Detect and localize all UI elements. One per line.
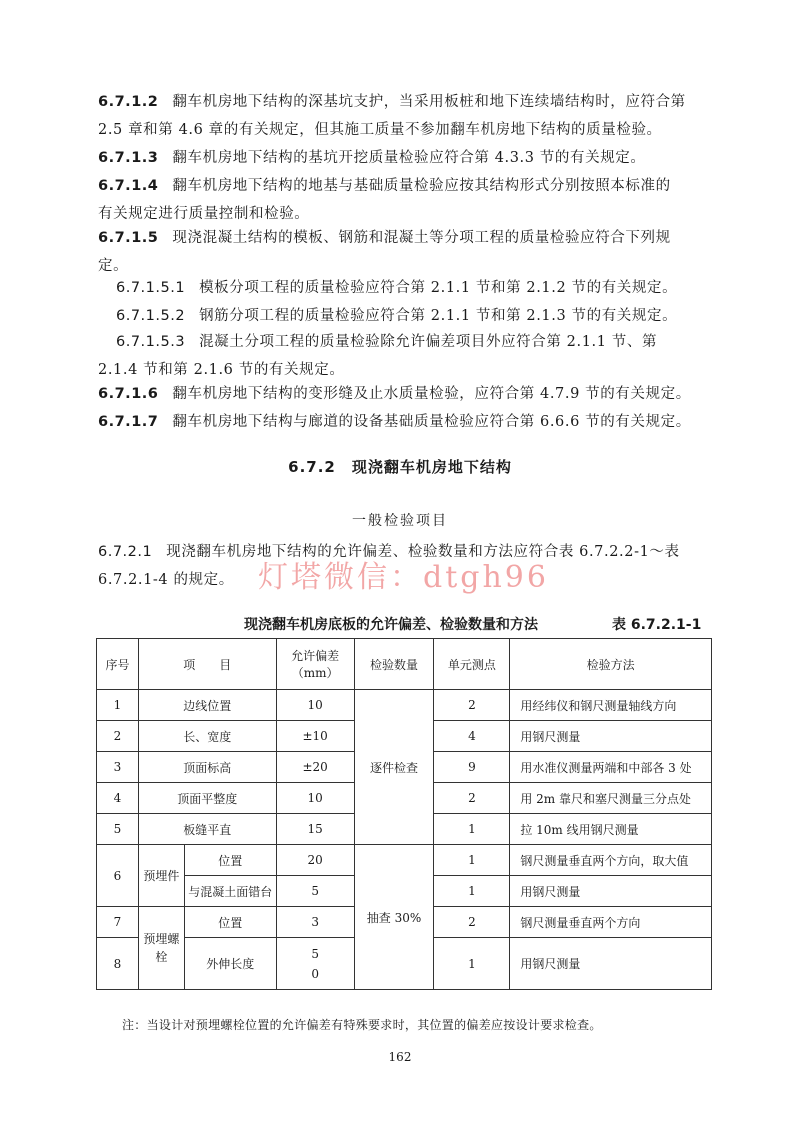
page-number: 162 bbox=[388, 1050, 412, 1064]
table-row: 1 边线位置 10 逐件检查 2 用经纬仪和钢尺测量轴线方向 bbox=[97, 690, 712, 721]
group-embedded-bolts: 预埋螺栓 bbox=[138, 907, 184, 990]
table-row: 8 外伸长度 5 0 1 用钢尺测量 bbox=[97, 938, 712, 990]
table-number: 表 6.7.2.1-1 bbox=[612, 617, 702, 633]
clause-6-7-1-2: 6.7.1.2 翻车机房地下结构的深基坑支护，当采用板桩和地下连续墙结构时，应符合第 2.5 章和第 4.6 章的有关规定，但其施工质量不参加翻车机房地下结构的质量检验。 bbox=[98, 94, 686, 138]
clause-6-7-1-7: 6.7.1.7 翻车机房地下结构与廊道的设备基础质量检验应符合第 6.6.6 节的有关规定。 bbox=[98, 414, 691, 430]
table-row: 5 板缝平直 15 1 拉 10m 线用钢尺测量 bbox=[97, 814, 712, 845]
table-row: 4 顶面平整度 10 2 用 2m 靠尺和塞尺测量三分点处 bbox=[97, 783, 712, 814]
table-row: 6 预埋件 位置 20 抽查 30% 1 钢尺测量垂直两个方向，取大值 bbox=[97, 845, 712, 876]
tolerance-table bbox=[96, 638, 712, 990]
header-points: 单元测点 bbox=[434, 639, 510, 690]
header-no: 序号 bbox=[97, 639, 139, 690]
clause-6-7-1-5-3: 6.7.1.5.3 混凝土分项工程的质量检验除允许偏差项目外应符合第 2.1.1 节、第 2.1.4 节和第 2.1.6 节的有关规定。 bbox=[98, 334, 658, 378]
qty-group-2: 抽查 30% bbox=[354, 845, 434, 990]
table-note: 注：当设计对预埋螺栓位置的允许偏差有特殊要求时，其位置的偏差应按设计要求检查。 bbox=[122, 1018, 602, 1032]
clause-6-7-1-5: 6.7.1.5 现浇混凝土结构的模板、钢筋和混凝土等分项工程的质量检验应符合下列规 定。 bbox=[98, 230, 671, 274]
subheading: 一般检验项目 bbox=[352, 513, 448, 529]
header-tolerance: 允许偏差 （mm） bbox=[276, 639, 354, 690]
table-row: 与混凝土面错台 5 1 用钢尺测量 bbox=[97, 876, 712, 907]
clause-6-7-1-4: 6.7.1.4 翻车机房地下结构的地基与基础质量检验应按其结构形式分别按照本标准的 有关规定进行质量控制和检验。 bbox=[98, 178, 671, 222]
clause-6-7-1-6: 6.7.1.6 翻车机房地下结构的变形缝及止水质量检验，应符合第 4.7.9 节的有关规定。 bbox=[98, 386, 691, 402]
table-row: 7 预埋螺栓 位置 3 2 钢尺测量垂直两个方向 bbox=[97, 907, 712, 938]
clause-6-7-1-5-1: 6.7.1.5.1 模板分项工程的质量检验应符合第 2.1.1 节和第 2.1.2 节的有关规定。 bbox=[116, 280, 678, 296]
table-row: 2 长、宽度 ±10 4 用钢尺测量 bbox=[97, 721, 712, 752]
table-row: 3 顶面标高 ±20 9 用水准仪测量两端和中部各 3 处 bbox=[97, 752, 712, 783]
table-header-row bbox=[97, 639, 712, 690]
clause-6-7-1-3: 6.7.1.3 翻车机房地下结构的基坑开挖质量检验应符合第 4.3.3 节的有关规定。 bbox=[98, 150, 646, 166]
watermark: 灯塔微信：dtgh96 bbox=[258, 560, 549, 595]
header-method: 检验方法 bbox=[510, 639, 712, 690]
section-title: 6.7.2 现浇翻车机房地下结构 bbox=[288, 458, 512, 476]
group-embedded-parts: 预埋件 bbox=[138, 845, 184, 907]
qty-group-1: 逐件检查 bbox=[354, 690, 434, 845]
table-caption: 现浇翻车机房底板的允许偏差、检验数量和方法 bbox=[244, 617, 538, 633]
header-quantity: 检验数量 bbox=[354, 639, 434, 690]
clause-6-7-1-5-2: 6.7.1.5.2 钢筋分项工程的质量检验应符合第 2.1.1 节和第 2.1.3 节的有关规定。 bbox=[116, 308, 678, 324]
clause-6-7-2-1: 6.7.2.1 现浇翻车机房地下结构的允许偏差、检验数量和方法应符合表 6.7.2.2-1～表 6.7.2.1-4 的规定。 bbox=[98, 544, 680, 588]
header-item: 项 目 bbox=[138, 639, 276, 690]
